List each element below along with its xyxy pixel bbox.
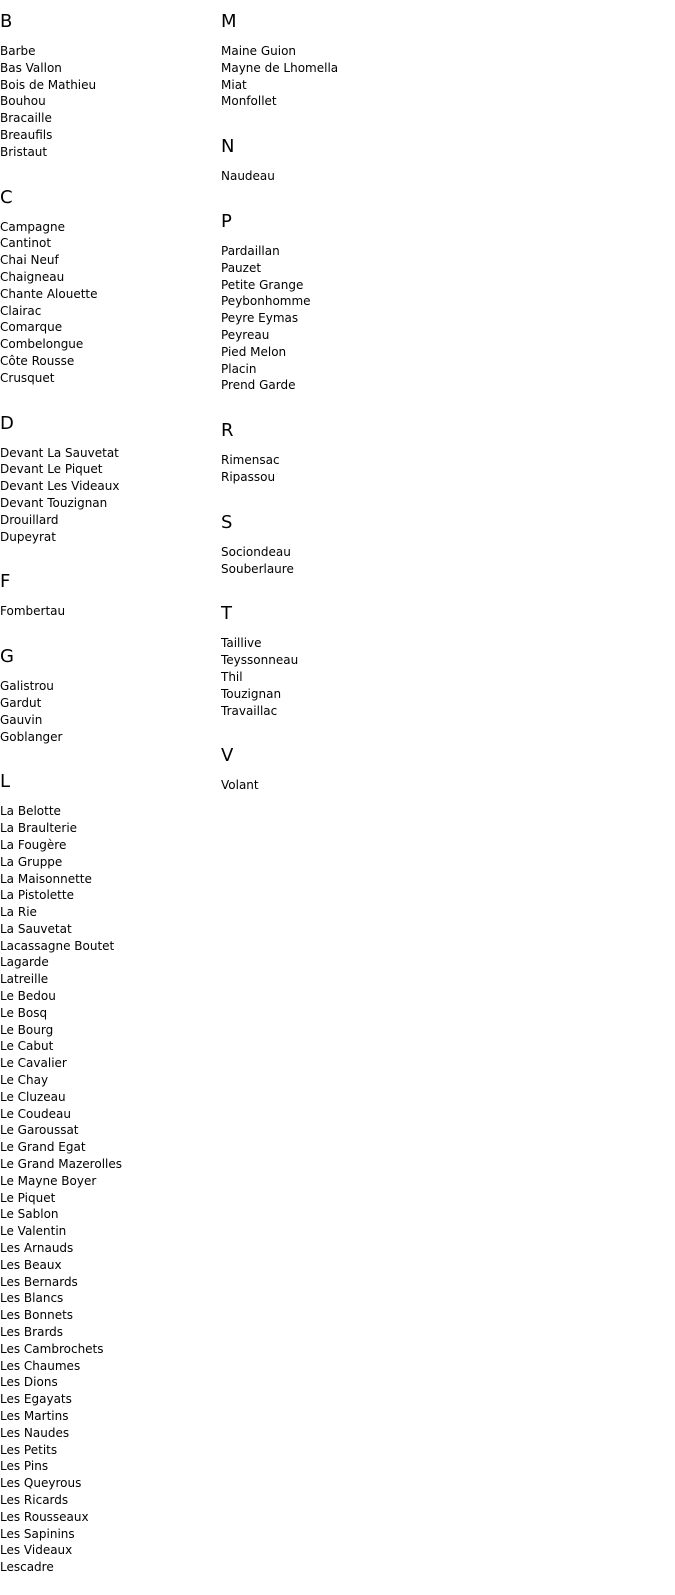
list-item	[0, 1324, 221, 1341]
list-item	[0, 445, 221, 462]
list-item	[221, 243, 461, 260]
place-link[interactable]: Le Grand Mazerolles	[0, 1157, 122, 1172]
place-link[interactable]: Drouillard	[0, 512, 59, 527]
place-link[interactable]: Les Rousseaux	[0, 1509, 89, 1524]
place-link[interactable]: Bracaille	[0, 111, 52, 126]
list-item	[221, 293, 461, 310]
list-item	[0, 144, 221, 161]
place-link[interactable]: Miat	[221, 77, 247, 92]
list-item	[0, 319, 221, 336]
place-link[interactable]: Le Mayne Boyer	[0, 1173, 97, 1188]
place-list	[221, 452, 461, 486]
letter-group-m	[221, 11, 461, 110]
place-link[interactable]: Le Bedou	[0, 989, 56, 1004]
list-item	[0, 603, 221, 620]
place-link[interactable]: Les Martins	[0, 1409, 69, 1423]
place-list	[221, 168, 461, 185]
index-column-left	[0, 0, 221, 1576]
list-item	[0, 286, 221, 303]
place-link[interactable]: Mayne de Lhomella	[221, 60, 339, 75]
place-link[interactable]: Le Cavalier	[0, 1056, 67, 1071]
place-link[interactable]: Campagne	[0, 219, 65, 234]
list-item	[0, 1190, 221, 1207]
place-link[interactable]: Bas Vallon	[0, 60, 62, 75]
list-item	[0, 837, 221, 854]
list-item	[0, 1055, 221, 1072]
letter-group-n	[221, 136, 461, 185]
place-link[interactable]: Travaillac	[221, 703, 278, 718]
place-link[interactable]: Lescadre	[0, 1560, 54, 1575]
place-list	[0, 603, 221, 620]
letter-heading: L	[0, 771, 11, 793]
place-link[interactable]: Les Beaux	[0, 1257, 62, 1272]
place-list	[0, 678, 221, 745]
place-link[interactable]: Placin	[221, 361, 257, 376]
list-item	[0, 1038, 221, 1055]
place-link[interactable]: Pied Melon	[221, 344, 287, 359]
list-item	[0, 988, 221, 1005]
letter-heading: F	[0, 571, 11, 593]
place-link[interactable]: Devant Touzignan	[0, 495, 108, 510]
letter-group-b	[0, 11, 221, 161]
list-item	[0, 938, 221, 955]
list-item	[0, 1005, 221, 1022]
place-link[interactable]: Les Videaux	[0, 1543, 73, 1558]
list-item	[0, 1475, 221, 1492]
place-link[interactable]: Thil	[221, 669, 243, 684]
letter-group-r	[221, 420, 461, 486]
letter-heading: S	[221, 511, 233, 533]
list-item	[0, 529, 221, 546]
list-item	[221, 452, 461, 469]
place-list	[0, 445, 221, 546]
list-item	[0, 353, 221, 370]
list-item	[0, 235, 221, 252]
list-item	[0, 1526, 221, 1543]
place-link[interactable]: Chaigneau	[0, 269, 65, 284]
list-item	[0, 370, 221, 387]
list-item	[0, 695, 221, 712]
place-link[interactable]: La Gruppe	[0, 854, 63, 869]
list-item	[0, 1139, 221, 1156]
list-item	[0, 336, 221, 353]
letter-group-g	[0, 646, 221, 745]
place-link[interactable]: Le Garoussat	[0, 1123, 79, 1138]
list-item	[0, 1022, 221, 1039]
letter-heading: C	[0, 186, 13, 208]
place-link[interactable]: Les Bernards	[0, 1274, 78, 1289]
list-item	[0, 1559, 221, 1576]
letter-heading: M	[221, 11, 237, 32]
list-item	[0, 1391, 221, 1408]
list-item	[221, 652, 461, 669]
place-link[interactable]: Monfollet	[221, 94, 277, 109]
list-item	[0, 1173, 221, 1190]
list-item	[0, 512, 221, 529]
place-link[interactable]: Touzignan	[221, 686, 282, 701]
place-link[interactable]: Le Valentin	[0, 1224, 67, 1239]
list-item	[0, 1072, 221, 1089]
letter-heading: P	[221, 210, 232, 232]
list-item	[0, 1106, 221, 1123]
place-link[interactable]: La Braulterie	[0, 821, 78, 836]
list-item	[0, 1542, 221, 1559]
list-item	[0, 1425, 221, 1442]
place-link[interactable]: Clairac	[0, 303, 42, 318]
list-item	[0, 1374, 221, 1391]
place-link[interactable]: Les Pins	[0, 1459, 49, 1474]
place-list	[221, 544, 461, 578]
list-item	[0, 93, 221, 110]
place-list	[221, 243, 461, 394]
list-item	[0, 1240, 221, 1257]
place-link[interactable]: Ripassou	[221, 469, 276, 484]
place-link[interactable]: Latreille	[0, 972, 49, 987]
letter-group-p	[221, 211, 461, 394]
place-link[interactable]: Le Bourg	[0, 1022, 54, 1037]
place-link[interactable]: Gauvin	[0, 712, 43, 727]
place-link[interactable]: Pauzet	[221, 260, 262, 275]
list-item	[221, 544, 461, 561]
letter-group-d	[0, 413, 221, 546]
list-item	[0, 954, 221, 971]
list-item	[221, 561, 461, 578]
list-item	[221, 168, 461, 185]
place-link[interactable]: Les Brards	[0, 1325, 64, 1340]
place-link[interactable]: Chante Alouette	[0, 286, 98, 301]
list-item	[221, 686, 461, 703]
place-link[interactable]: Le Coudeau	[0, 1106, 71, 1121]
place-link[interactable]: Peybonhomme	[221, 294, 311, 309]
place-link[interactable]: Le Bosq	[0, 1005, 48, 1020]
list-item	[221, 635, 461, 652]
list-item	[0, 1442, 221, 1459]
list-item	[0, 1290, 221, 1307]
list-item	[221, 344, 461, 361]
list-item	[0, 1122, 221, 1139]
place-link[interactable]: Côte Rousse	[0, 353, 75, 368]
place-list	[221, 43, 461, 110]
list-item	[221, 777, 461, 794]
list-item	[0, 678, 221, 695]
index-column-right	[221, 0, 461, 794]
list-item	[0, 712, 221, 729]
list-item	[221, 669, 461, 686]
place-link[interactable]: Pardaillan	[221, 243, 280, 258]
list-item	[0, 1358, 221, 1375]
place-link[interactable]: Les Blancs	[0, 1291, 64, 1306]
place-link[interactable]: Les Naudes	[0, 1425, 70, 1440]
place-link[interactable]: Prend Garde	[221, 378, 296, 393]
place-link[interactable]: Les Chaumes	[0, 1358, 81, 1373]
place-link[interactable]: Breaufils	[0, 127, 53, 142]
place-link[interactable]: Bouhou	[0, 94, 46, 109]
place-link[interactable]: Teyssonneau	[221, 653, 299, 668]
list-item	[0, 478, 221, 495]
place-list	[221, 635, 461, 719]
place-link[interactable]: Souberlaure	[221, 561, 294, 576]
place-link[interactable]: Les Dions	[0, 1375, 58, 1390]
list-item	[0, 1156, 221, 1173]
list-item	[0, 971, 221, 988]
list-item	[221, 703, 461, 720]
place-link[interactable]: Lacassagne Boutet	[0, 938, 115, 953]
list-item	[221, 310, 461, 327]
place-link[interactable]: Bristaut	[0, 144, 48, 159]
list-item	[221, 361, 461, 378]
list-item	[0, 1274, 221, 1291]
list-item	[0, 252, 221, 269]
place-link[interactable]: Les Egayats	[0, 1392, 72, 1407]
place-link[interactable]: Le Chay	[0, 1073, 49, 1088]
place-list	[0, 803, 221, 1576]
place-link[interactable]: Lagarde	[0, 955, 49, 970]
list-item	[0, 871, 221, 888]
place-link[interactable]: Bois de Mathieu	[0, 77, 97, 92]
place-link[interactable]: La Maisonnette	[0, 871, 92, 886]
place-link[interactable]: Chai Neuf	[0, 253, 59, 268]
place-link[interactable]: Le Sablon	[0, 1207, 59, 1222]
list-item	[0, 269, 221, 286]
place-link[interactable]: Les Arnauds	[0, 1241, 74, 1256]
list-item	[0, 1408, 221, 1425]
place-link[interactable]: Le Grand Egat	[0, 1140, 86, 1155]
place-list	[0, 43, 221, 161]
list-item	[0, 43, 221, 60]
list-item	[221, 277, 461, 294]
place-link[interactable]: Sociondeau	[221, 544, 291, 559]
list-item	[0, 887, 221, 904]
place-link[interactable]: Le Piquet	[0, 1190, 56, 1205]
list-item	[0, 219, 221, 236]
place-link[interactable]: Galistrou	[0, 679, 54, 694]
place-link[interactable]: Barbe	[0, 44, 36, 58]
place-link[interactable]: Les Bonnets	[0, 1308, 74, 1323]
letter-group-f	[0, 571, 221, 620]
place-link[interactable]: Devant Le Piquet	[0, 462, 103, 477]
list-item	[221, 60, 461, 77]
list-item	[0, 461, 221, 478]
list-item	[0, 1509, 221, 1526]
list-item	[221, 93, 461, 110]
place-link[interactable]: Rimensac	[221, 453, 280, 468]
place-link[interactable]: Les Sapinins	[0, 1526, 75, 1541]
place-link[interactable]: Dupeyrat	[0, 529, 56, 544]
list-item	[0, 77, 221, 94]
list-item	[221, 377, 461, 394]
place-link[interactable]: Peyre Eymas	[221, 311, 299, 326]
place-link[interactable]: Comarque	[0, 320, 63, 335]
list-item	[221, 77, 461, 94]
list-item	[0, 60, 221, 77]
list-item	[0, 1492, 221, 1509]
list-item	[0, 1458, 221, 1475]
list-item	[221, 469, 461, 486]
list-item	[0, 1206, 221, 1223]
place-link[interactable]: Les Ricards	[0, 1492, 69, 1507]
letter-heading: N	[221, 136, 235, 158]
place-link[interactable]: Taillive	[221, 636, 262, 651]
place-link[interactable]: Combelongue	[0, 337, 84, 352]
letter-heading: B	[0, 11, 13, 32]
place-link[interactable]: La Sauvetat	[0, 921, 72, 936]
letter-group-v	[221, 745, 461, 794]
letter-group-s	[221, 512, 461, 578]
list-item	[0, 854, 221, 871]
place-link[interactable]: Maine Guion	[221, 44, 297, 58]
list-item	[221, 260, 461, 277]
place-link[interactable]: La Fougère	[0, 837, 67, 852]
letter-heading: G	[0, 646, 14, 668]
list-item	[0, 1223, 221, 1240]
list-item	[0, 921, 221, 938]
place-link[interactable]: La Belotte	[0, 804, 61, 819]
list-item	[0, 1307, 221, 1324]
list-item	[0, 803, 221, 820]
place-link[interactable]: Les Cambrochets	[0, 1341, 104, 1356]
place-link[interactable]: Volant	[221, 778, 259, 793]
place-link[interactable]: Les Queyrous	[0, 1476, 82, 1491]
list-item	[0, 110, 221, 127]
letter-group-t	[221, 603, 461, 719]
place-link[interactable]: Cantinot	[0, 236, 52, 251]
list-item	[0, 303, 221, 320]
place-link[interactable]: Crusquet	[0, 370, 55, 385]
list-item	[221, 327, 461, 344]
list-item	[0, 904, 221, 921]
list-item	[0, 729, 221, 746]
list-item	[0, 820, 221, 837]
place-link[interactable]: Gardut	[0, 695, 42, 710]
place-link[interactable]: Le Cabut	[0, 1039, 54, 1054]
letter-heading: R	[221, 420, 234, 442]
place-link[interactable]: Goblanger	[0, 729, 63, 744]
letter-heading: D	[0, 412, 14, 434]
place-link[interactable]: Le Cluzeau	[0, 1089, 66, 1104]
list-item	[0, 1341, 221, 1358]
list-item	[0, 1089, 221, 1106]
letter-group-c	[0, 187, 221, 387]
place-link[interactable]: La Pistolette	[0, 888, 74, 903]
list-item	[0, 495, 221, 512]
place-list	[0, 219, 221, 387]
place-link[interactable]: Devant La Sauvetat	[0, 445, 119, 460]
place-list	[221, 777, 461, 794]
place-link[interactable]: Naudeau	[221, 169, 275, 184]
place-link[interactable]: Fombertau	[0, 604, 66, 619]
place-link[interactable]: La Rie	[0, 905, 37, 920]
letter-heading: V	[221, 745, 234, 767]
place-link[interactable]: Peyreau	[221, 327, 270, 342]
place-link[interactable]: Devant Les Videaux	[0, 479, 120, 494]
list-item	[221, 43, 461, 60]
place-link[interactable]: Petite Grange	[221, 277, 304, 292]
letter-heading: T	[221, 603, 232, 625]
letter-group-l	[0, 771, 221, 1576]
list-item	[0, 127, 221, 144]
list-item	[0, 1257, 221, 1274]
place-link[interactable]: Les Petits	[0, 1442, 58, 1457]
